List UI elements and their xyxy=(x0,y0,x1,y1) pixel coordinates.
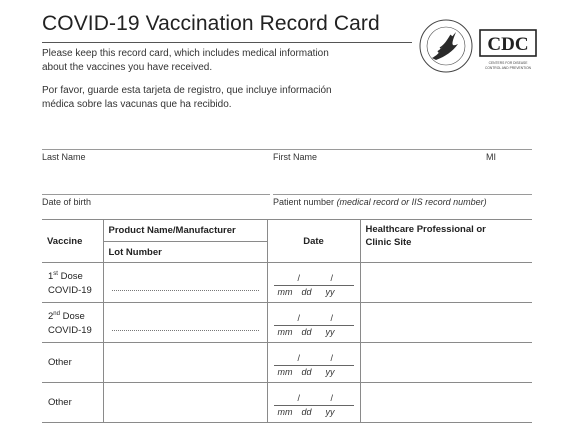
date-cell[interactable] xyxy=(267,343,360,383)
date-format: mm dd yy xyxy=(277,367,335,377)
date-line xyxy=(274,365,354,366)
vaccine-cell: 2nd Dose COVID-19 xyxy=(42,303,103,343)
intro-spanish xyxy=(42,84,332,112)
patient-number-field-line xyxy=(273,194,532,195)
intro-en-line-2: about the vaccines you have received. xyxy=(42,62,213,73)
last-name-label: Last Name xyxy=(42,152,86,162)
intro-english xyxy=(42,47,329,75)
hcp-cell[interactable] xyxy=(360,383,532,423)
patient-number-label xyxy=(273,197,487,207)
vaccine-cell: Other xyxy=(42,383,103,423)
hcp-cell[interactable] xyxy=(360,303,532,343)
product-lot-cell[interactable] xyxy=(103,343,267,383)
hcp-line-2: Clinic Site xyxy=(365,237,412,248)
title-underline xyxy=(42,42,412,43)
header-healthcare-professional xyxy=(360,220,532,263)
table-row xyxy=(42,303,532,343)
patient-number-note: (medical record or IIS record number) xyxy=(336,197,487,207)
hhs-seal-icon xyxy=(418,18,474,74)
date-line xyxy=(274,325,354,326)
card-title: COVID-19 Vaccination Record Card xyxy=(42,12,380,35)
product-dotted-line xyxy=(112,314,259,331)
intro-en-line-1: Please keep this record card, which includes medical information xyxy=(42,48,329,59)
table-row xyxy=(42,343,532,383)
date-format: mm dd yy xyxy=(277,287,335,297)
vaccine-record-table xyxy=(42,219,532,423)
date-line xyxy=(274,405,354,406)
first-name-label: First Name xyxy=(273,152,318,162)
product-lot-cell[interactable] xyxy=(103,383,267,423)
date-slashes: / / xyxy=(297,353,348,363)
mi-label: MI xyxy=(486,152,496,162)
date-cell[interactable] xyxy=(267,263,360,303)
product-dotted-line xyxy=(112,274,259,291)
dob-label: Date of birth xyxy=(42,197,92,207)
svg-text:CONTROL AND PREVENTION: CONTROL AND PREVENTION xyxy=(484,66,532,70)
hcp-cell[interactable] xyxy=(360,343,532,383)
dob-field-line xyxy=(42,194,270,195)
vaccine-cell: 1st Dose COVID-19 xyxy=(42,263,103,303)
hcp-line-1: Healthcare Professional or xyxy=(365,224,486,235)
date-cell[interactable] xyxy=(267,303,360,343)
date-slashes: / / xyxy=(297,313,348,323)
table-row xyxy=(42,383,532,423)
header-lot-number: Lot Number xyxy=(103,242,267,263)
svg-text:CDC: CDC xyxy=(487,34,529,55)
date-slashes: / / xyxy=(297,393,348,403)
intro-es-line-1: Por favor, guarde esta tarjeta de registro, que incluye información xyxy=(42,85,332,96)
table-row xyxy=(42,263,532,303)
intro-es-line-2: médica sobre las vacunas que ha recibido. xyxy=(42,99,232,110)
date-cell[interactable] xyxy=(267,383,360,423)
patient-number-text: Patient number xyxy=(273,197,335,207)
date-line xyxy=(274,285,354,286)
date-slashes: / / xyxy=(297,273,348,283)
product-lot-cell[interactable] xyxy=(103,303,267,343)
header-date: Date xyxy=(267,220,360,263)
name-field-line xyxy=(42,149,532,150)
svg-text:CENTERS FOR DISEASE: CENTERS FOR DISEASE xyxy=(488,61,528,65)
hcp-cell[interactable] xyxy=(360,263,532,303)
cdc-logo xyxy=(478,28,538,74)
product-lot-cell[interactable] xyxy=(103,263,267,303)
date-format: mm dd yy xyxy=(277,407,335,417)
header-vaccine: Vaccine xyxy=(42,220,103,263)
date-format: mm dd yy xyxy=(277,327,335,337)
cdc-logo-icon xyxy=(478,28,538,74)
header-product: Product Name/Manufacturer xyxy=(103,220,267,242)
vaccine-cell: Other xyxy=(42,343,103,383)
